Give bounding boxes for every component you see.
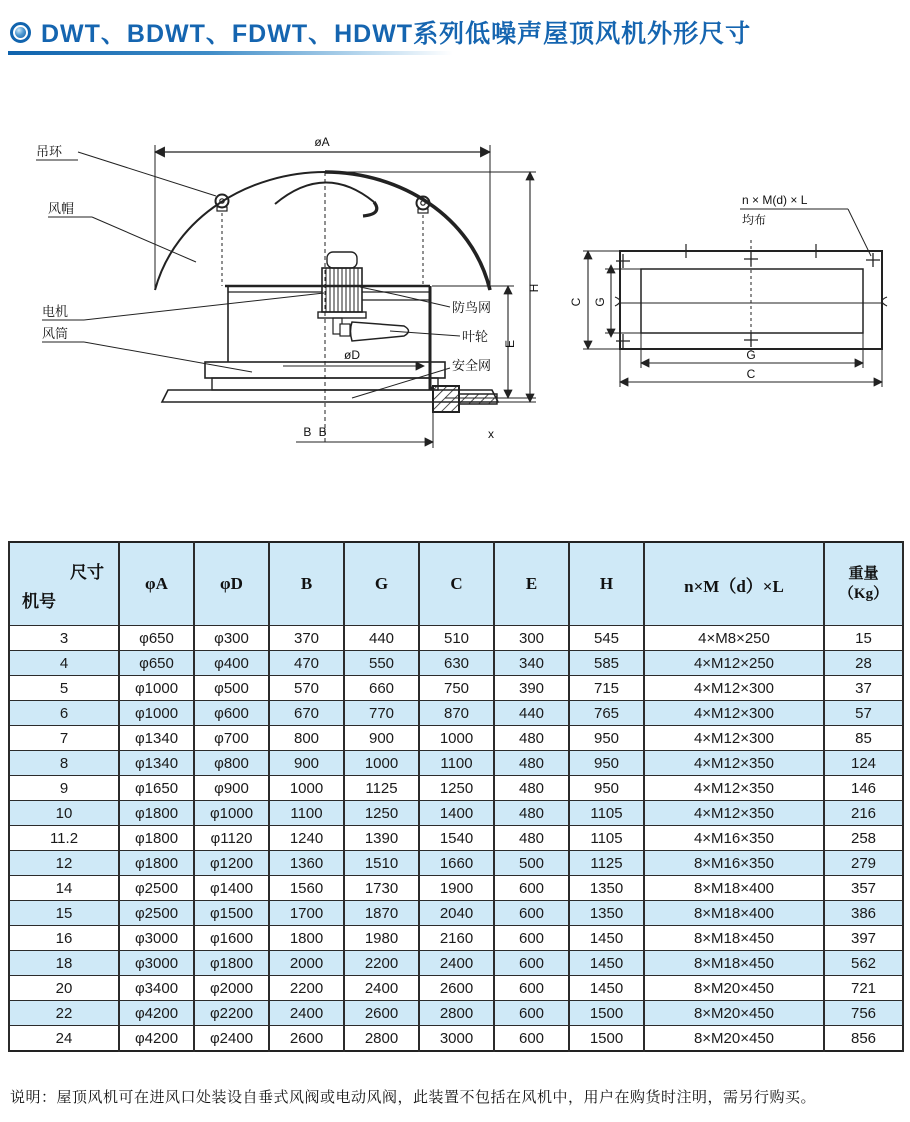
- cell-value: 1000: [419, 726, 494, 751]
- cell-value: 300: [494, 626, 569, 651]
- corner-label-size: 尺寸: [70, 563, 104, 582]
- cell-value: φ3000: [119, 926, 194, 951]
- cell-value: 480: [494, 751, 569, 776]
- cell-model-no: 14: [9, 876, 119, 901]
- section-bullet-icon: [10, 22, 31, 43]
- cell-value: φ4200: [119, 1001, 194, 1026]
- cell-value: 1390: [344, 826, 419, 851]
- table-row: [9, 726, 903, 751]
- label-lifting-ring: 吊环: [36, 144, 63, 159]
- cell-value: φ800: [194, 751, 269, 776]
- cell-value: 370: [269, 626, 344, 651]
- cell-value: φ1800: [119, 851, 194, 876]
- table-row: [9, 1001, 903, 1026]
- cell-value: φ650: [119, 651, 194, 676]
- cell-value: 4×M12×350: [644, 751, 824, 776]
- table-corner-cell: [9, 542, 119, 626]
- cell-value: φ1800: [119, 801, 194, 826]
- table-row: [9, 826, 903, 851]
- table-row: [9, 876, 903, 901]
- cell-model-no: 5: [9, 676, 119, 701]
- cell-value: 600: [494, 976, 569, 1001]
- cell-model-no: 16: [9, 926, 119, 951]
- cell-value: 1660: [419, 851, 494, 876]
- table-row: [9, 926, 903, 951]
- cell-value: 1360: [269, 851, 344, 876]
- cell-value: 1400: [419, 801, 494, 826]
- cell-value: φ4200: [119, 1026, 194, 1052]
- cell-value: 2200: [344, 951, 419, 976]
- cell-value: 600: [494, 876, 569, 901]
- cell-value: 545: [569, 626, 644, 651]
- label-wind-cap: 风帽: [48, 201, 75, 216]
- bolt-note-label: 均布: [742, 213, 767, 227]
- table-row: [9, 951, 903, 976]
- col-header-phi-a: φA: [119, 542, 194, 626]
- col-header-b: B: [269, 542, 344, 626]
- cell-value: 357: [824, 876, 903, 901]
- cell-value: 1800: [269, 926, 344, 951]
- label-bird-net: 防鸟网: [452, 300, 492, 315]
- cell-value: 2400: [344, 976, 419, 1001]
- side-view: [36, 135, 541, 448]
- cell-value: φ700: [194, 726, 269, 751]
- dimension-table: [8, 541, 904, 1052]
- cell-value: φ1200: [194, 851, 269, 876]
- table-row: [9, 851, 903, 876]
- cell-value: φ2400: [194, 1026, 269, 1052]
- cell-value: 1125: [569, 851, 644, 876]
- dim-label-b: B B: [303, 425, 329, 439]
- table-row: [9, 776, 903, 801]
- cell-value: 85: [824, 726, 903, 751]
- cell-value: 386: [824, 901, 903, 926]
- dim-label-d: øD: [344, 348, 360, 362]
- table-row: [9, 1026, 903, 1052]
- cell-value: 570: [269, 676, 344, 701]
- cell-value: 756: [824, 1001, 903, 1026]
- cell-value: 480: [494, 801, 569, 826]
- cell-value: 550: [344, 651, 419, 676]
- page-title: DWT、BDWT、FDWT、HDWT系列低噪声屋顶风机外形尺寸: [41, 20, 752, 48]
- cell-value: 1350: [569, 901, 644, 926]
- cell-value: 2800: [419, 1001, 494, 1026]
- cell-value: φ1340: [119, 726, 194, 751]
- cell-model-no: 7: [9, 726, 119, 751]
- label-duct: 风筒: [42, 326, 69, 341]
- cell-model-no: 20: [9, 976, 119, 1001]
- cell-value: 2160: [419, 926, 494, 951]
- cell-value: φ1500: [194, 901, 269, 926]
- cell-value: 8×M18×450: [644, 951, 824, 976]
- cell-value: 1240: [269, 826, 344, 851]
- cell-value: 8×M20×450: [644, 1026, 824, 1052]
- cell-value: 440: [344, 626, 419, 651]
- cell-model-no: 3: [9, 626, 119, 651]
- cell-model-no: 15: [9, 901, 119, 926]
- cell-value: 1100: [269, 801, 344, 826]
- cell-value: 480: [494, 826, 569, 851]
- cell-value: 715: [569, 676, 644, 701]
- cell-value: 2200: [269, 976, 344, 1001]
- cell-value: 585: [569, 651, 644, 676]
- cell-value: 600: [494, 1001, 569, 1026]
- cell-value: 28: [824, 651, 903, 676]
- cell-value: 15: [824, 626, 903, 651]
- cell-value: 1000: [269, 776, 344, 801]
- cell-value: 1510: [344, 851, 419, 876]
- cell-value: 510: [419, 626, 494, 651]
- cell-value: 630: [419, 651, 494, 676]
- cell-model-no: 10: [9, 801, 119, 826]
- cell-value: 770: [344, 701, 419, 726]
- cell-value: 1980: [344, 926, 419, 951]
- cell-value: φ2000: [194, 976, 269, 1001]
- cell-value: 2400: [269, 1001, 344, 1026]
- cell-value: 390: [494, 676, 569, 701]
- cell-value: 2040: [419, 901, 494, 926]
- cell-value: 340: [494, 651, 569, 676]
- dim-label-g-left: G: [593, 297, 607, 307]
- dim-label-h: H: [527, 283, 541, 293]
- dim-label-c-bottom: C: [746, 367, 756, 381]
- cell-value: 950: [569, 776, 644, 801]
- cell-value: 2000: [269, 951, 344, 976]
- cell-model-no: 6: [9, 701, 119, 726]
- cell-value: 1500: [569, 1026, 644, 1052]
- cell-value: φ1800: [119, 826, 194, 851]
- cell-value: 600: [494, 951, 569, 976]
- cell-value: 397: [824, 926, 903, 951]
- dim-label-e: E: [503, 339, 517, 349]
- cell-value: 4×M12×250: [644, 651, 824, 676]
- label-motor: 电机: [42, 304, 69, 319]
- cell-value: 1105: [569, 801, 644, 826]
- cell-value: 8×M18×400: [644, 901, 824, 926]
- cell-value: 1450: [569, 976, 644, 1001]
- cell-model-no: 11.2: [9, 826, 119, 851]
- cell-value: 279: [824, 851, 903, 876]
- cell-value: 146: [824, 776, 903, 801]
- col-header-bolt: n×M（d）×L: [644, 542, 824, 626]
- cell-value: 1105: [569, 826, 644, 851]
- col-header-weight: [824, 542, 903, 626]
- cell-value: φ600: [194, 701, 269, 726]
- cell-value: 470: [269, 651, 344, 676]
- table-row: [9, 801, 903, 826]
- cell-value: 8×M16×350: [644, 851, 824, 876]
- cell-value: 670: [269, 701, 344, 726]
- cell-value: φ1400: [194, 876, 269, 901]
- dim-label-c-left: C: [569, 297, 583, 307]
- cell-value: 1560: [269, 876, 344, 901]
- cell-value: 8×M20×450: [644, 976, 824, 1001]
- cell-value: 4×M12×300: [644, 726, 824, 751]
- table-row: [9, 901, 903, 926]
- cell-value: φ3000: [119, 951, 194, 976]
- cell-value: 480: [494, 726, 569, 751]
- cell-value: φ2200: [194, 1001, 269, 1026]
- cell-value: 37: [824, 676, 903, 701]
- bolt-spec-label: n × M(d) × L: [742, 193, 808, 207]
- cell-value: φ1000: [194, 801, 269, 826]
- cell-model-no: 4: [9, 651, 119, 676]
- dim-label-x: x: [488, 427, 494, 441]
- table-row: [9, 651, 903, 676]
- cell-value: 8×M18×450: [644, 926, 824, 951]
- cell-value: 856: [824, 1026, 903, 1052]
- cell-value: φ500: [194, 676, 269, 701]
- cell-value: 1250: [419, 776, 494, 801]
- cell-value: 1700: [269, 901, 344, 926]
- cell-value: 1450: [569, 926, 644, 951]
- cell-value: 4×M8×250: [644, 626, 824, 651]
- label-safety-net: 安全网: [452, 358, 492, 373]
- cell-value: 562: [824, 951, 903, 976]
- cell-value: 1100: [419, 751, 494, 776]
- section-bullet-core: [15, 27, 26, 38]
- cell-value: φ400: [194, 651, 269, 676]
- col-header-g: G: [344, 542, 419, 626]
- cell-value: φ900: [194, 776, 269, 801]
- cell-value: 1540: [419, 826, 494, 851]
- corner-label-model: 机号: [22, 592, 56, 611]
- cell-value: φ1340: [119, 751, 194, 776]
- cell-value: 1900: [419, 876, 494, 901]
- page-header: [10, 14, 751, 50]
- cell-value: φ1650: [119, 776, 194, 801]
- weight-header-line1: 重量: [848, 565, 879, 582]
- cell-value: φ1120: [194, 826, 269, 851]
- cell-value: 600: [494, 926, 569, 951]
- table-row: [9, 976, 903, 1001]
- cell-value: 1250: [344, 801, 419, 826]
- table-row: [9, 751, 903, 776]
- cell-value: 124: [824, 751, 903, 776]
- cell-value: 600: [494, 901, 569, 926]
- cell-value: φ300: [194, 626, 269, 651]
- cell-value: 2600: [344, 1001, 419, 1026]
- cell-value: 721: [824, 976, 903, 1001]
- cell-value: 480: [494, 776, 569, 801]
- title-underline: [8, 51, 453, 55]
- table-header-row: [9, 542, 903, 626]
- col-header-phi-d: φD: [194, 542, 269, 626]
- dim-label-g-bottom: G: [746, 348, 756, 362]
- cell-value: φ2500: [119, 901, 194, 926]
- cell-value: 4×M12×300: [644, 701, 824, 726]
- cell-model-no: 12: [9, 851, 119, 876]
- cell-value: 4×M16×350: [644, 826, 824, 851]
- cell-value: 2600: [419, 976, 494, 1001]
- cell-value: 216: [824, 801, 903, 826]
- table-row: [9, 701, 903, 726]
- cell-value: 258: [824, 826, 903, 851]
- cell-model-no: 8: [9, 751, 119, 776]
- cell-value: 4×M12×350: [644, 801, 824, 826]
- top-view: [569, 193, 887, 387]
- cell-value: 57: [824, 701, 903, 726]
- table-row: [9, 676, 903, 701]
- cell-value: 8×M18×400: [644, 876, 824, 901]
- dim-label-a: øA: [314, 135, 330, 149]
- cell-value: φ1600: [194, 926, 269, 951]
- cell-value: 1870: [344, 901, 419, 926]
- cell-value: 440: [494, 701, 569, 726]
- col-header-h: H: [569, 542, 644, 626]
- cell-value: φ2500: [119, 876, 194, 901]
- cell-value: 1000: [344, 751, 419, 776]
- cell-value: 800: [269, 726, 344, 751]
- cell-value: 1125: [344, 776, 419, 801]
- cell-value: 1500: [569, 1001, 644, 1026]
- cell-value: 1350: [569, 876, 644, 901]
- label-impeller: 叶轮: [462, 329, 489, 344]
- cell-value: 4×M12×300: [644, 676, 824, 701]
- spec-table-body: [9, 626, 903, 1052]
- cell-value: φ1800: [194, 951, 269, 976]
- table-row: [9, 626, 903, 651]
- cell-value: 500: [494, 851, 569, 876]
- cell-model-no: 22: [9, 1001, 119, 1026]
- lifting-ring-icon: [216, 195, 229, 212]
- weight-header-line2: （Kg）: [838, 586, 889, 602]
- cell-value: 4×M12×350: [644, 776, 824, 801]
- cell-value: 750: [419, 676, 494, 701]
- cell-value: 2800: [344, 1026, 419, 1052]
- cell-model-no: 24: [9, 1026, 119, 1052]
- cell-value: φ3400: [119, 976, 194, 1001]
- cell-value: 950: [569, 726, 644, 751]
- cell-value: 1450: [569, 951, 644, 976]
- cell-value: 900: [344, 726, 419, 751]
- cell-value: 870: [419, 701, 494, 726]
- cell-value: φ1000: [119, 701, 194, 726]
- cell-value: 900: [269, 751, 344, 776]
- cell-value: 600: [494, 1026, 569, 1052]
- cell-value: 950: [569, 751, 644, 776]
- footnote: 说明：屋顶风机可在进风口处装设自垂式风阀或电动风阀，此装置不包括在风机中，用户在购货时注明，需另行购买。: [10, 1089, 817, 1106]
- cell-value: φ1000: [119, 676, 194, 701]
- cell-value: 3000: [419, 1026, 494, 1052]
- cell-value: 660: [344, 676, 419, 701]
- cell-value: 2400: [419, 951, 494, 976]
- cell-value: 765: [569, 701, 644, 726]
- col-header-c: C: [419, 542, 494, 626]
- cell-model-no: 9: [9, 776, 119, 801]
- cell-value: 2600: [269, 1026, 344, 1052]
- col-header-e: E: [494, 542, 569, 626]
- cell-model-no: 18: [9, 951, 119, 976]
- cell-value: φ650: [119, 626, 194, 651]
- cell-value: 8×M20×450: [644, 1001, 824, 1026]
- cell-value: 1730: [344, 876, 419, 901]
- technical-drawing: [0, 100, 910, 500]
